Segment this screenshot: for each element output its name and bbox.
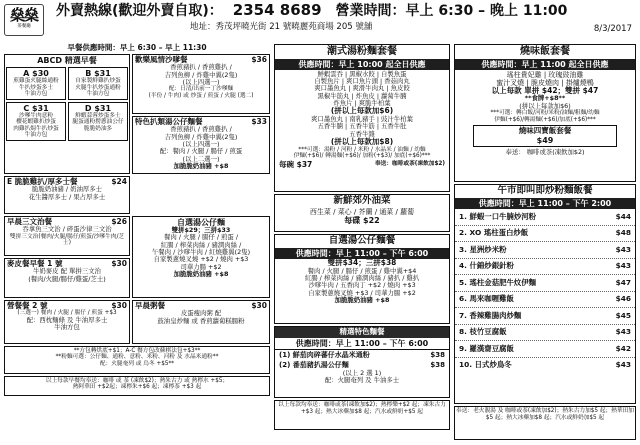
rice-column [454,44,636,442]
set-a: A $30 煎雞蛋火腿絲通粉 牛扒炒蛋多士 牛油方包 [6,67,66,100]
sandwich-set-box: 早晨三文治餐 $26 吞拿魚三文治 / 碎蛋沙律三文治 雙拼三文治(餐肉/火腿/腸仔/煎蛋/沙嗲牛肉/芝士) [4,216,130,256]
abcd-title: ABCD 精選早餐 [37,55,97,65]
combo-noodle-box: 自選湯公仔麵 雙拼$29；三拼$33 餐肉 / 火腿 / 腸仔 / 煎蛋 / 紅腸 / 榨菜肉絲 / 豬潤肉絲 / 午餐肉 / 沙嗲牛肉 / 紅燒雞翼(2隻) 自家製蔥燒叉燒 +$2 / 燒肉 +$3 司華力腸 +$2 加脆脆奶油豬 +$8 [132,216,270,298]
dish-item: 8. 枝竹豆腐飯 $43 [455,325,635,342]
dish-item: 4. 什錦炒銀針粉 $43 [455,259,635,276]
takeaway-label: 外賣熱線(歡迎外賣自取)： [56,3,223,19]
bbq-rice-box: 燒味飯套餐 供應時間：早上 11:00 起全日供應 瑤柱貴妃雞 | 玫瑰豉油雞 蜜汁叉燒 | 脆皮燒肉 | 掛爐燒鴨 以上每款 單拼 $42；雙拼 $47 **食牌+$8** (拼以上每款加$6) ***可選：轉白飯/河粉/米粉/油麵/粗麵/幼麵 伊麵(+$6)/轉湯麵(+$6)/加底(+$6)*** 燒味四寶飯套餐 $49 奉送： 咖啡或茶(凍飲加$2) [454,44,636,182]
set-e-box: E 脆脆雞扒/厚多士餐 $24 脆脆奶油豬 / 奶油厚多士 花生醬厚多士 / 果占厚多士 [4,176,130,214]
dish-item: 2. XO 瑤柱蛋白炒飯 $48 [455,226,635,243]
oat-set-1-box: 麥皮餐早餐 1 號 $30 牛奶麥皮 配 單拼三文治 (餐肉/火腿/腸仔/雞蛋/芝士) [4,258,130,298]
satay-set-box: 歡樂風情沙嗲餐 $36 香煎豬扒 / 香煎雞扒 / 吉列魚柳 / 炸雞中翼(2隻) (以上四選一) 配：日清/出前一丁沙嗲麵 (半份 / 牛肉) 或 炒蛋 / 煎蛋 / 火腿 (選二) [132,54,270,114]
set-d: D $31 鮮蝦蒜蓉炒蛋多士 腿蛋通粉撈蔥油公仔 脆脆奶油多 [68,102,128,141]
dish-item: 9. 羅漢齋豆腐飯 $42 [455,341,635,358]
abcd-breakfast-box [4,54,130,174]
noodle-column [274,44,450,432]
abcd-grid [5,66,129,142]
page-header [0,0,640,40]
chiu-chow-noodle-box: 潮式湯粉麵套餐 供應時間：早上 10:00 起全日供應 鮮蝦雲吞 | 黑椒水餃 | 自製魚蛋 自製魚片 | 爽口魚片頭 | 香菇肉丸 爽口墨魚丸 | 爽滑牛肉丸 | 魚皮餃 黑椒牛筋丸 | 炸魚皮 | 蘿蔔牛腩 炸魚片 | 爽脆牛柏葉 (拼以上每款加$6) 爽口墨魚丸 | 南乳豬手 | 豉汁牛柏葉 五香牛腩 | 五香牛筋 | 五香牛肚 五香牛雜 (拼以上每款加$8) ***可選：湯粉 / 河粉 / 米粉 / 水晶米 / 油麵 / 幼麵 伊麵(+$6)/ 轉湯麵(+$6)/ 加粉(+$3)/ 加底(+$6)*** 每碗 $37 奉送：咖啡或茶(凍飲加$2) [274,44,450,192]
header-line [56,2,567,19]
oat-set-2-box: 營餐餐 2 號 $30 (三選一) 餐肉 / 火腿 / 腸仔 / 煎蛋 +$3 配：西枕麵條 及 牛油厚多士 牛油方包 [4,300,130,344]
special-noodle-box: 特色扒類湯公仔麵餐 $33 香煎豬扒 / 香煎雞扒 / 吉列魚柳 / 炸雞中翼(2隻) (以上四選一) 配：餐肉 / 火腿 / 腸仔 / 煎蛋 (以上二選一) 加脆脆奶油豬 +$8 [132,116,270,174]
logo-subtext: 茶餐廳 [17,24,31,30]
breakfast-notes: **方包轉烘底+$1；A-C 餐方包改蘇棋法包+$3** **粉麵可選：公仔麵、通粉、意粉、米粉、河粉 及 水晶米通粉** 配：火腿奄列 或 烏冬 +$5** [4,346,270,374]
lunch-wok-box: 午市即叫即炒粉麵飯餐 供應時間：早上 11:00 – 下午 2:00 1. 鮮蝦一口牛腩炒河粉 $44 2. XO 瑤柱蛋白炒飯 $48 3. 星洲炒米粉 $43 4. 什錦炒銀針粉 $43 5. 瑤柱金菇肥牛炆伊麵 $47 6. 馬來咖喱雞飯 $46 7. 香辣雞腸肉炒麵 $45 8. 枝竹豆腐飯 $43 9. 羅漢齋豆腐飯 $42 10. 日式炒鳥冬 $43 [454,184,636,404]
phone-number: 2354 8689 [232,1,322,19]
lunch-drinks: 奉送：老火靚湯 及 咖啡或茶(凍飲加$2)；熱朱古力加$5 起；熱華田加$5 起；熱大冰藥加$8 起；汽水或鮮奶加$5 起 [454,406,636,440]
breakfast-time: 早餐供應時間：早上 6:30 – 早上 11:30 [67,43,207,52]
address: 地址：秀茂坪曉光街 21 號曉麗苑商場 205 號舖 [190,22,373,32]
dish-item: 7. 香辣雞腸肉炒麵 $45 [455,308,635,325]
dish-item: 5. 瑤柱金菇肥牛炆伊麵 $47 [455,275,635,292]
set-b: B $31 自家製鮮雞扒炒蛋 火腿牛扒炒蛋通粉 牛油方包 [68,67,128,100]
logo-text: 燊燊 [9,6,38,24]
breakfast-column [4,44,270,398]
set-c: C $31 沙嗲牛肉意粉 櫻花蝦雞扒炒蛋 肉雞扒焗牛扒炒蛋 牛油方包 [6,102,66,141]
vegetable-box: 新鮮郊外油菜 西生菜 / 菜心 / 芥蘭 / 通菜 / 蘿蔔 每碟 $22 [274,194,450,232]
featured-noodle-box: 精選特色麵餐 供應時間：早上 11:00 – 下午 6:00 (1) 鮮茄肉碎蕃仔水晶米通粉 $38 (2) 番茄豬扒湯公仔麵 $38 (以上 2 選 1) 配：火腿奄列 及 牛油多士 [274,326,450,398]
opening-hours: 營業時間：早上 6:30 – 晚上 11:00 [335,3,568,19]
dish-item: 1. 鮮蝦一口牛腩炒河粉 $44 [455,209,635,226]
dish-item: 6. 馬來咖喱雞飯 $46 [455,292,635,309]
restaurant-logo [4,4,44,36]
featured-drinks: 以上每款均奉送：咖啡或茶(凍飲加$2)；熱檸樂+$2 起；凍朱古力 +$3 起；熱大冰藥加$8 起；汽水或鮮奶+$5 起 [274,400,450,430]
afternoon-combo-box: 自選湯公仔麵餐 供應時間：早上 11:00 – 下午 6:00 雙拼$34；三拼$38 餐肉 / 火腿 / 腸仔 / 煎蛋 / 雞中翼+$4 紅腸 / 榨菜肉絲 / 豬潤肉絲 / 豬扒 / 雞扒 沙嗲牛肉 / 五香肉丁 +$2 / 燒肉 +$3 自家製蔥燒叉燒 +$3 / 司華力腸 +$2 加脆脆奶油豬 +$8 [274,234,450,324]
dish-item: 3. 星洲炒米粉 $43 [455,242,635,259]
dish-item: 10. 日式炒鳥冬 $43 [459,360,631,370]
congee-set-box: 早晨粥餐 $30 皮蛋瘦肉粥 配 鼓油皇炒麵 或 香煎蘿蔔糕腸粉 [132,300,270,344]
breakfast-drinks: 以上每款早餐均奉送：咖啡 或 茶 (凍飲$2)；熱朱古力 或 熱檸水 +$5； 熱阿華田 +$2起；凍檸朱+$6 起；凍檸茶 +$3 起 [4,376,270,396]
bbq-four-set: 燒味四寶飯套餐 $49 [473,125,617,147]
menu-date: 8/3/2017 [593,24,632,34]
